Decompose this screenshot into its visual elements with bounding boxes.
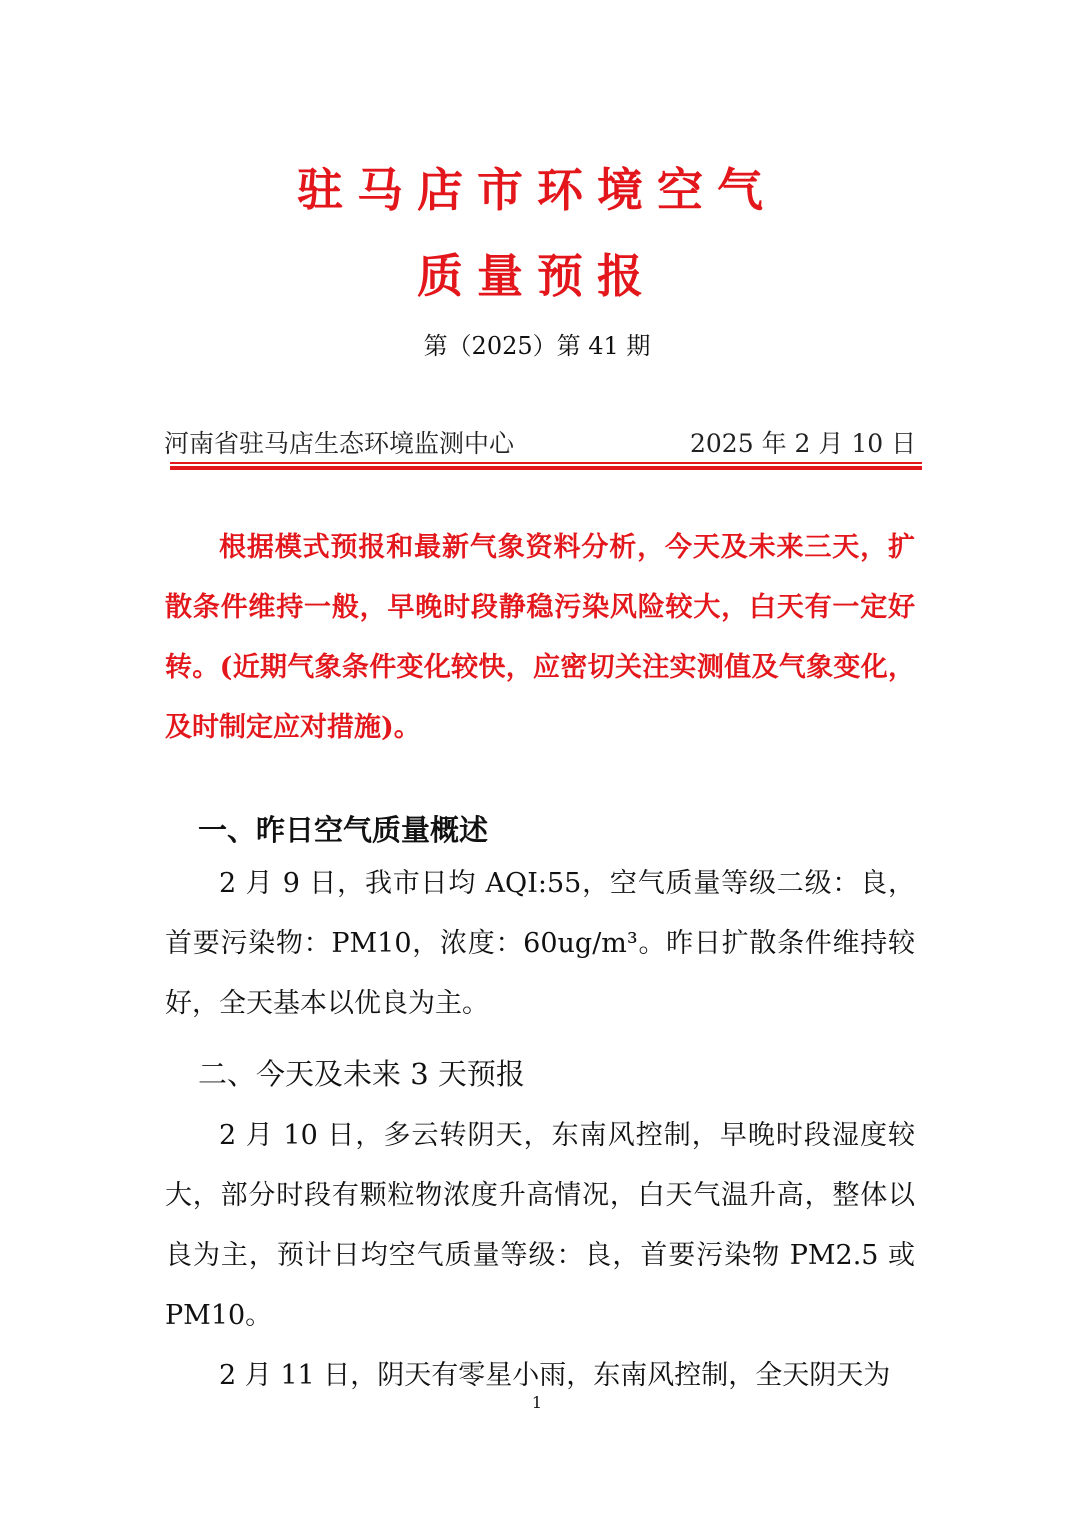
section-1-body	[165, 854, 915, 1034]
page-number: 1	[531, 1393, 543, 1412]
organization-name: 河南省驻马店生态环境监测中心	[164, 429, 515, 458]
document-title-line-2: 质量预报	[417, 249, 657, 303]
section-1-heading: 一、昨日空气质量概述	[198, 813, 489, 847]
document-title-line-1: 驻马店市环境空气	[297, 163, 777, 217]
issue-number: 第（2025）第 41 期	[423, 332, 651, 360]
summary-text: 根据模式预报和最新气象资料分析，今天及未来三天，扩散条件维持一般，早晚时段静稳污染风险较大，白天有一定好转。(近期气象条件变化较快，应密切关注实测值及气象变化，及时制定应对措施)。	[165, 532, 915, 743]
header-divider-thick	[170, 466, 922, 470]
section-2-paragraph-2: 2 月 11 日，阴天有零星小雨，东南风控制，全天阴天为	[219, 1360, 891, 1391]
section-1-paragraph: 2 月 9 日，我市日均 AQI:55，空气质量等级二级：良，首要污染物：PM10，浓度：60ug/m³。昨日扩散条件维持较好，全天基本以优良为主。	[165, 868, 915, 1019]
header-divider-thin	[170, 462, 922, 464]
section-2-body	[165, 1106, 915, 1406]
summary-block	[165, 518, 915, 758]
publish-date: 2025 年 2 月 10 日	[690, 429, 917, 458]
section-2-paragraph-1: 2 月 10 日，多云转阴天，东南风控制，早晚时段湿度较大，部分时段有颗粒物浓度升高情况，白天气温升高，整体以良为主，预计日均空气质量等级：良，首要污染物 PM2.5 或 PM10。	[165, 1120, 915, 1331]
section-2-heading: 二、今天及未来 3 天预报	[198, 1057, 525, 1091]
